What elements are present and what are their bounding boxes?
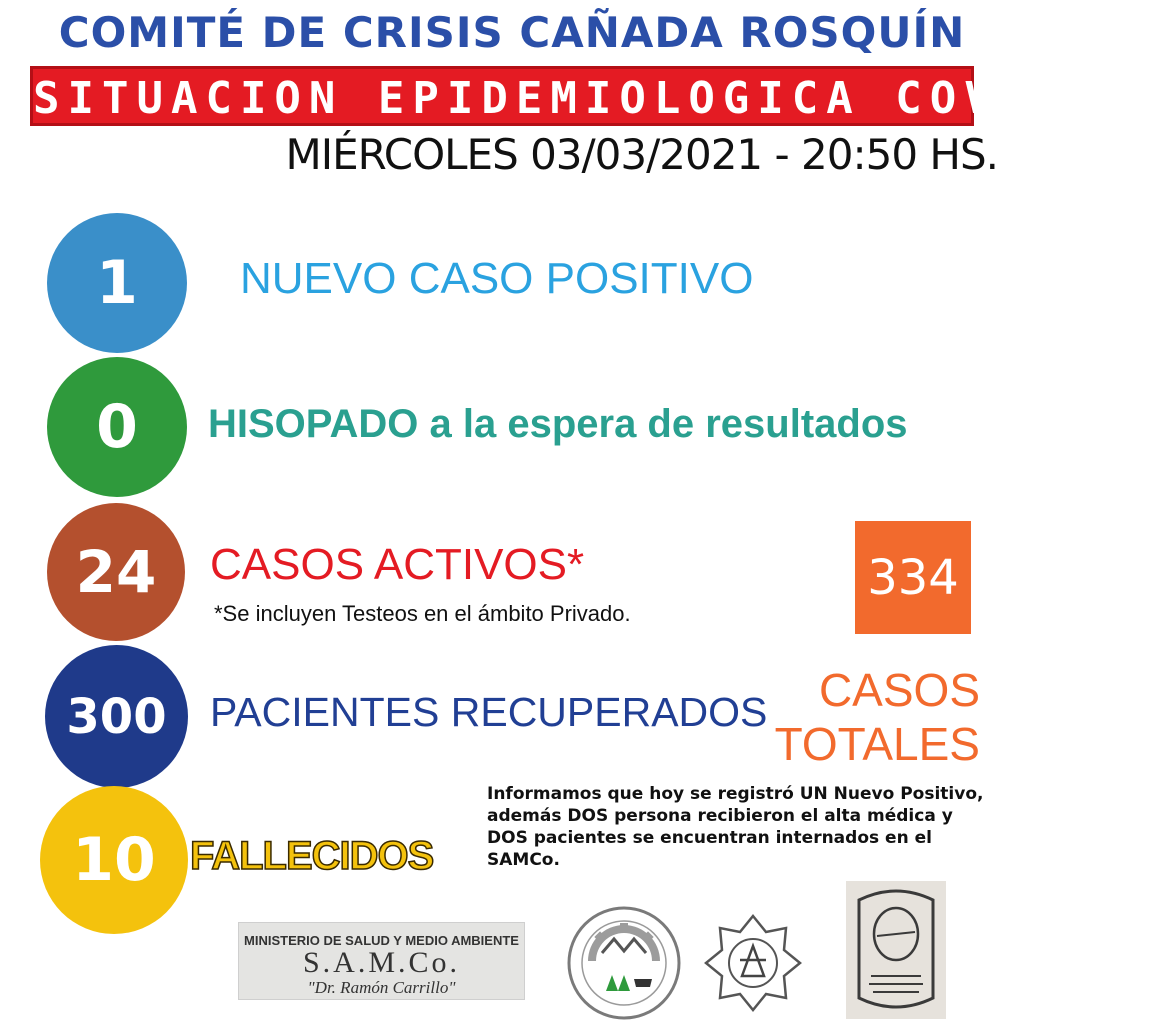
recovered-count: 300 [45, 645, 188, 788]
active-cases-note: *Se incluyen Testeos en el ámbito Privado. [214, 601, 631, 626]
police-stamp-icon [845, 880, 947, 1020]
deceased-count: 10 [40, 786, 188, 934]
info-note: Informamos que hoy se registró UN Nuevo Positivo, además DOS persona recibieron el alta médica y DOS pacientes se encuentran internados en el SAMCo. [487, 784, 984, 870]
total-cases-count: 334 [855, 521, 971, 634]
new-cases-label: NUEVO CASO POSITIVO [240, 254, 754, 303]
pending-swabs-count: 0 [47, 357, 187, 497]
total-cases-label-line2: TOTALES [774, 718, 980, 770]
total-cases-label-line1: CASOS [818, 664, 980, 716]
report-date: MIÉRCOLES 03/03/2021 - 20:50 HS. [285, 130, 998, 179]
active-cases-label: CASOS ACTIVOS* [210, 540, 585, 589]
samco-stamp [238, 922, 525, 1000]
samco-name: S.A.M.Co. [302, 946, 461, 979]
samco-subtitle: "Dr. Ramón Carrillo" [307, 978, 456, 997]
active-cases-count: 24 [47, 503, 185, 641]
samco-ministry: MINISTERIO DE SALUD Y MEDIO AMBIENTE [244, 933, 519, 948]
header-banner: SITUACION EPIDEMIOLOGICA COVID-19 [30, 66, 974, 126]
total-cases-label [760, 663, 980, 771]
pending-swabs-label: HISOPADO a la espera de resultados [208, 402, 908, 446]
comuna-seal-icon [566, 905, 682, 1021]
deceased-label: FALLECIDOS [190, 834, 434, 878]
header-title: COMITÉ DE CRISIS CAÑADA ROSQUÍN [58, 8, 966, 57]
recovered-label: PACIENTES RECUPERADOS [210, 689, 768, 735]
new-cases-count: 1 [47, 213, 187, 353]
firefighters-emblem-icon [700, 910, 806, 1016]
